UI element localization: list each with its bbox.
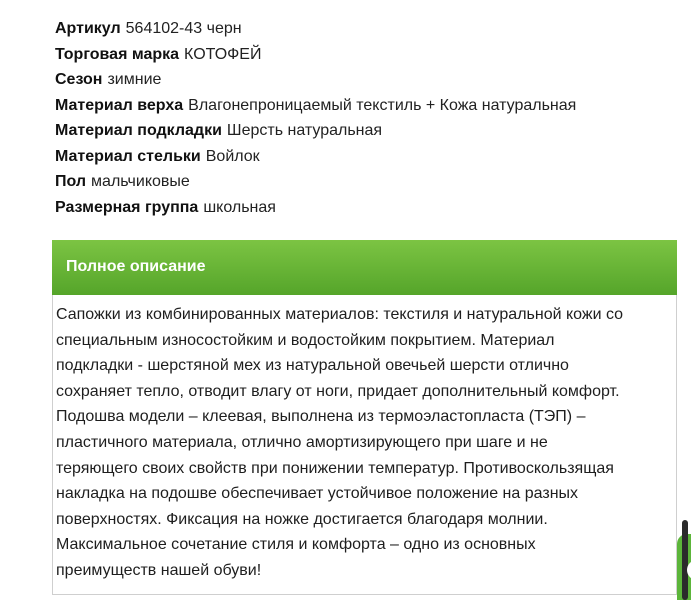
description-line: пластичного материала, отлично амортизирующего при шаге и не [56,433,548,451]
spec-value: мальчиковые [91,173,190,190]
description-tab-header[interactable] [52,240,677,295]
spec-value: Войлок [205,147,260,165]
spec-key: Торговая марка [55,45,180,63]
spec-key: Материал верха [55,96,184,114]
description-line: преимуществ нашей обуви! [56,561,262,579]
description-line: Сапожки из комбинированных материалов: текстиля и натуральной кожи со [56,306,624,323]
description-line: накладка на подошве обеспечивает устойчивое положение на разных [56,485,579,503]
chat-widget-button[interactable] [675,520,691,600]
spec-gender [55,169,685,195]
spec-insole-material [55,144,685,170]
description-line: специальным износостойким и водостойким покрытием. Материал [56,331,555,349]
spec-lining-material [55,118,685,144]
description-title: Полное описание [66,258,206,275]
spec-value: 564102-43 черн [125,20,242,37]
spec-value: Влагонепроницаемый текстиль + Кожа натуральная [188,96,577,114]
spec-value: КОТОФЕЙ [184,45,262,63]
spec-key: Материал стельки [55,147,201,165]
spec-key: Пол [55,173,87,190]
spec-upper-material [55,93,685,119]
description-line: Максимальное сочетание стиля и комфорта – одно из основных [56,536,536,554]
spec-key: Материал подкладки [55,122,222,139]
product-specs [55,16,685,220]
description-text [56,302,672,584]
spec-key: Сезон [55,71,103,88]
spec-key: Артикул [55,20,121,37]
spec-key: Размерная группа [55,198,199,216]
description-line: теряющего своих свойств при понижении температур. Противоскользящая [56,459,614,477]
spec-brand [55,42,685,68]
spec-season [55,67,685,93]
spec-article [55,16,685,42]
spec-size-group [55,195,685,221]
spec-value: Шерсть натуральная [226,122,383,139]
spec-value: школьная [203,198,276,216]
description-line: поверхностях. Фиксация на ножке достигается благодаря молнии. [56,510,548,528]
description-line: сохраняет тепло, отводит влагу от ноги, придает дополнительный комфорт. [56,382,620,400]
spec-value: зимние [107,71,162,88]
description-line: подкладки - шерстяной мех из натуральной овечьей шерсти отлично [56,357,569,375]
phone-edge [682,520,688,600]
description-line: Подошва модели – клеевая, выполнена из термоэластопласта (ТЭП) – [56,408,586,426]
